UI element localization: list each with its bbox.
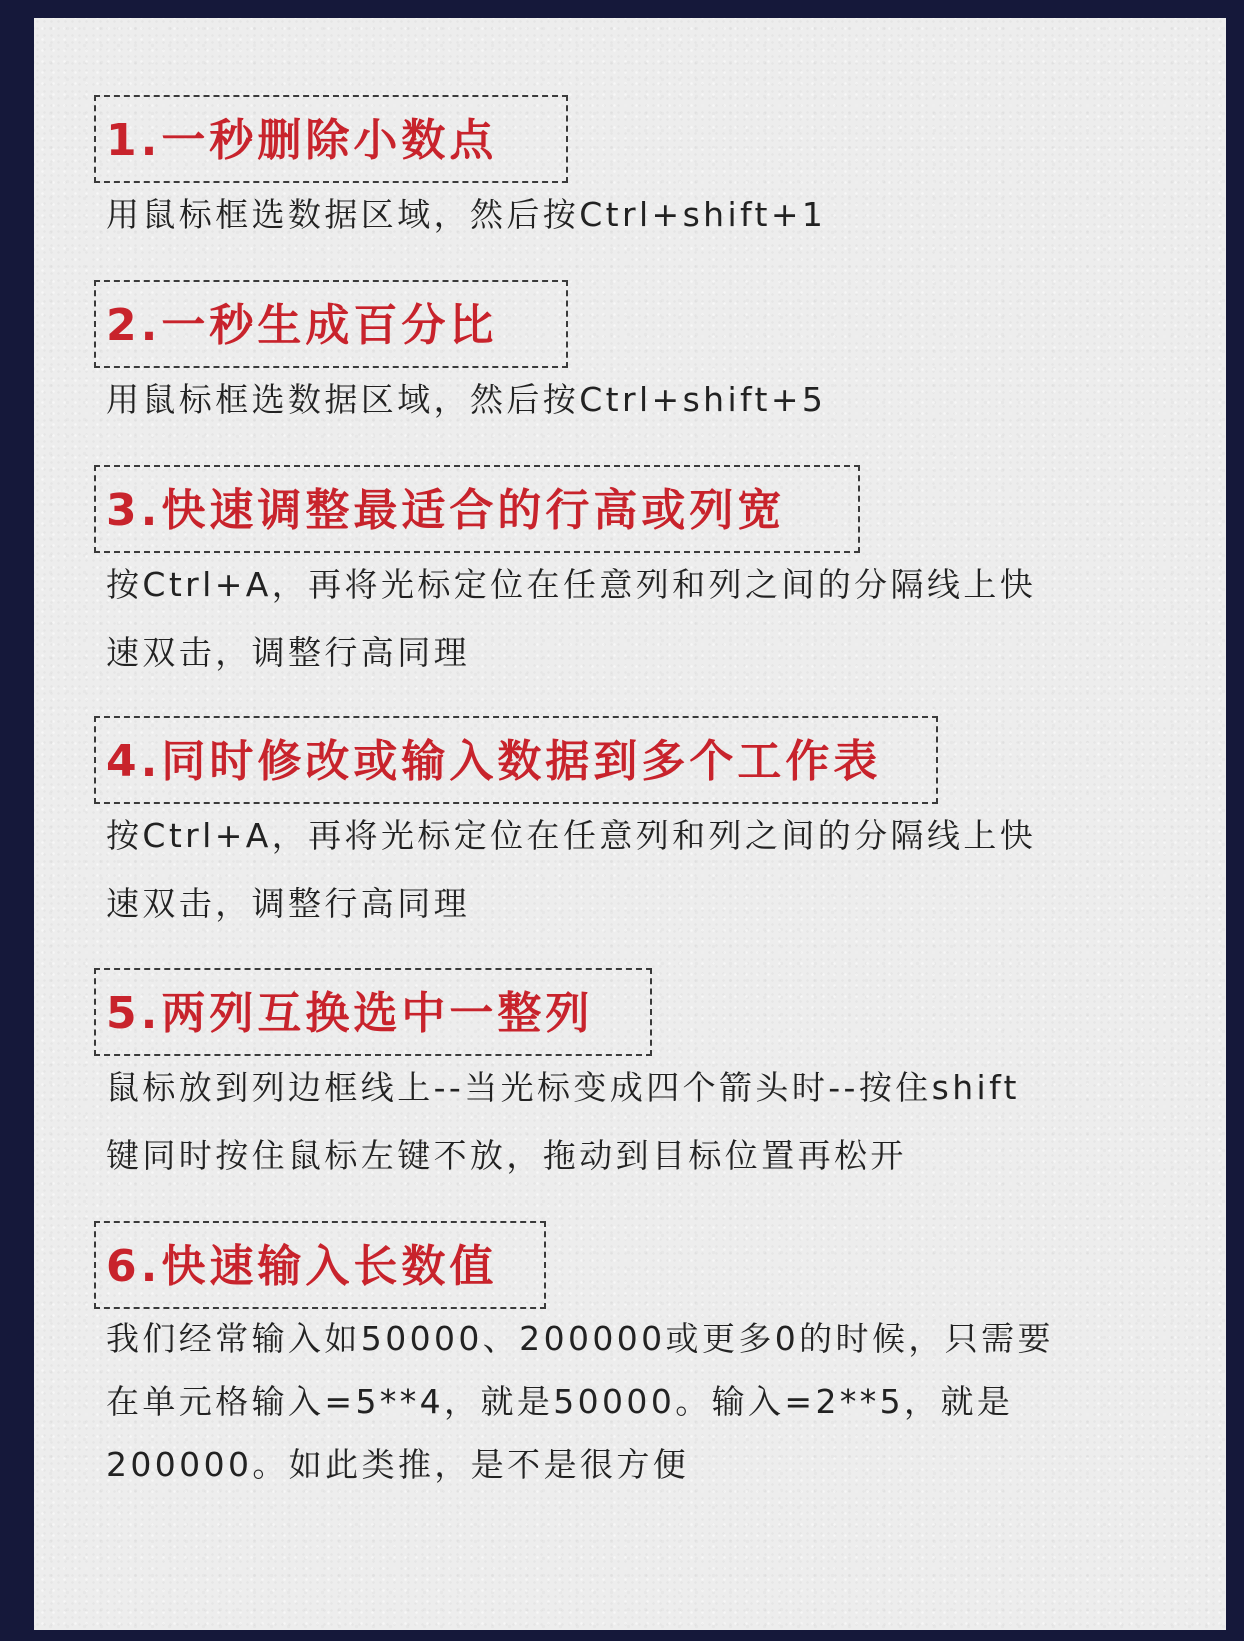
tip-3-line-2: 速双击，调整行高同理	[106, 633, 470, 672]
tip-3-line-1: 按Ctrl+A，再将光标定位在任意列和列之间的分隔线上快	[106, 565, 1037, 604]
tip-4-line-2: 速双击，调整行高同理	[106, 884, 470, 923]
tip-4-title: 4.同时修改或输入数据到多个工作表	[106, 736, 882, 787]
tip-5-title: 5.两列互换选中一整列	[106, 988, 594, 1039]
tip-6-line-3: 200000。如此类推，是不是很方便	[106, 1445, 690, 1484]
tip-6-line-2: 在单元格输入=5**4，就是50000。输入=2**5，就是	[106, 1382, 1014, 1421]
tip-1-title: 1.一秒删除小数点	[106, 115, 498, 166]
tip-2-line-1: 用鼠标框选数据区域，然后按Ctrl+shift+5	[106, 380, 827, 419]
tip-5-line-1: 鼠标放到列边框线上--当光标变成四个箭头时--按住shift	[106, 1068, 1020, 1107]
tip-5-line-2: 键同时按住鼠标左键不放，拖动到目标位置再松开	[106, 1136, 907, 1175]
tip-6-title: 6.快速输入长数值	[106, 1241, 498, 1292]
paper-background	[34, 18, 1226, 1630]
tip-2-title: 2.一秒生成百分比	[106, 300, 498, 351]
tip-3-title: 3.快速调整最适合的行高或列宽	[106, 485, 786, 536]
tip-1-line-1: 用鼠标框选数据区域，然后按Ctrl+shift+1	[106, 195, 827, 234]
tip-4-line-1: 按Ctrl+A，再将光标定位在任意列和列之间的分隔线上快	[106, 816, 1037, 855]
tip-6-line-1: 我们经常输入如50000、200000或更多0的时候，只需要	[106, 1319, 1054, 1358]
